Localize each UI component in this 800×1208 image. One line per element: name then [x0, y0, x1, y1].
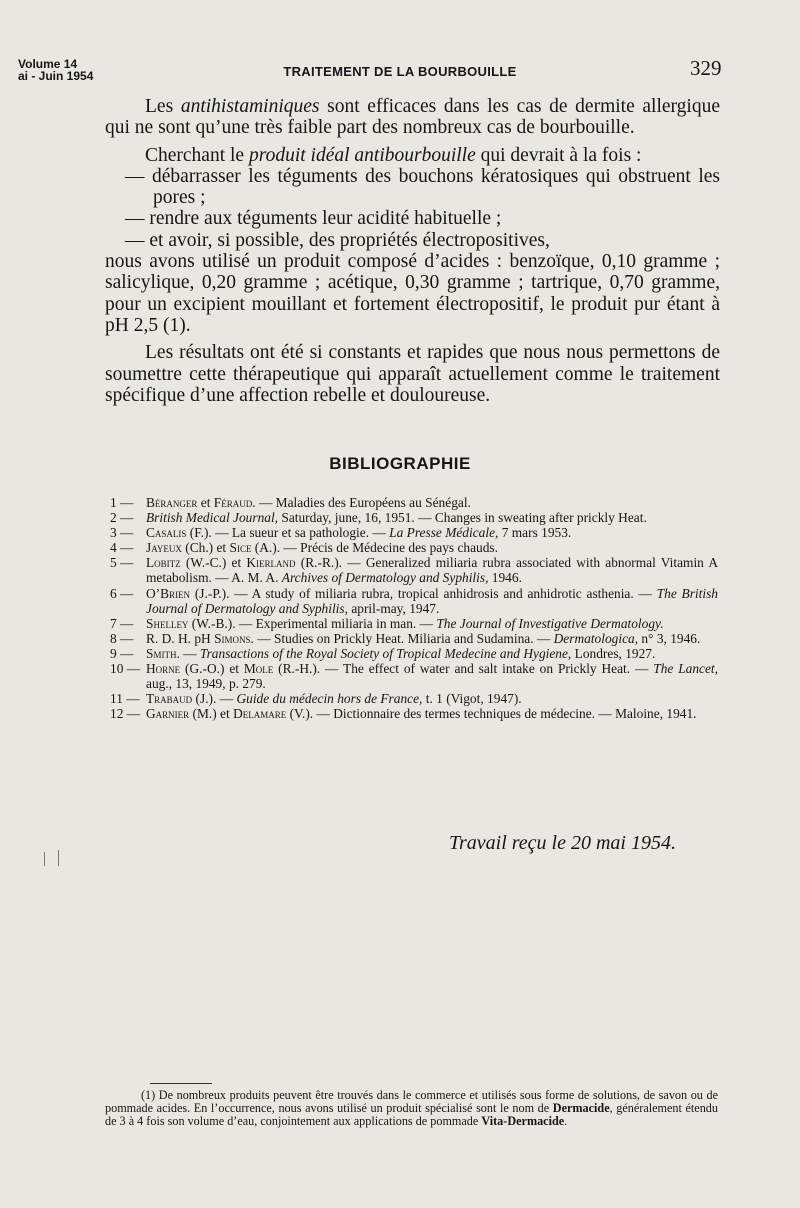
reference-10: 10 — Horne (G.-O.) et Mole (R.-H.). — The effect of water and salt intake on Prickly Heat. — The Lancet, aug., 13, 1949, p. 279. [110, 661, 718, 692]
footnote: (1) De nombreux produits peuvent être trouvés dans le commerce et utilisés sous forme de solutions, de savon ou de pommade acides. En l’occurrence, nous avons utilisé un produit spécialisé sont le nom de Dermacide, généralement étendu de 3 à 4 fois son volume d’eau, conjointement aux applications de pommade Vita-Dermacide. [105, 1088, 718, 1129]
footnote-rule [150, 1083, 212, 1084]
reference-12: 12 — Garnier (M.) et Delamare (V.). — Dictionnaire des termes techniques de médecine. — Maloine, 1941. [110, 706, 697, 722]
list-item: — et avoir, si possible, des propriétés électropositives, [125, 229, 550, 251]
paragraph-3: nous avons utilisé un produit composé d’acides : benzoïque, 0,10 gramme ; salicylique, 0,20 gramme ; acétique, 0,30 gramme ; tartrique, 0,70 gramme, pour un excipient mouillant et fortement électropositif, le produit pur étant à pH 2,5 (1). [105, 251, 720, 336]
reference-1: 1 — Béranger et Féraud. — Maladies des Européens au Sénégal. [110, 495, 471, 510]
reference-8: 8 — R. D. H. pH Simons. — Studies on Prickly Heat. Miliaria and Sudamina. — Dermatologica, n° 3, 1946. [110, 630, 701, 646]
reference-6: 6 — O’Brien (J.-P.). — A study of miliaria rubra, tropical anhidrosis and anhidrotic asthenia. — The British Journal of Dermatology and Syphilis, april-may, 1947. [110, 585, 718, 616]
volume-number: Volume 14 [18, 57, 78, 71]
running-title: TRAITEMENT DE LA BOURBOUILLE [283, 64, 517, 79]
reference-7: 7 — Shelley (W.-B.). — Experimental miliaria in man. — The Journal of Investigative Dermatology. [110, 615, 664, 631]
bibliography-list [110, 495, 718, 721]
reference-5: 5 — Lobitz (W.-C.) et Kierland (R.-R.). — Generalized miliaria rubra associated with abnormal Vitamin A metabolism. — A. M. A. Archives of Dermatology and Syphilis, 1946. [110, 555, 718, 586]
page-number: 329 [690, 56, 722, 80]
margin-mark [44, 852, 45, 866]
reference-4: 4 — Jayeux (Ch.) et Sice (A.). — Précis de Médecine des pays chauds. [110, 540, 498, 556]
list-item: — débarrasser les téguments des bouchons kératosiques qui obstruent les pores ; [125, 165, 720, 209]
reference-3: 3 — Casalis (F.). — La sueur et sa pathologie. — La Presse Médicale, 7 mars 1953. [110, 525, 572, 541]
paragraph-4: Les résultats ont été si constants et rapides que nous nous permettons de soumettre cette thérapeutique qui apparaît actuellement comme le traitement spécifique d’une affection rebelle et douloureuse. [105, 342, 720, 406]
article-body [105, 96, 720, 406]
reference-11: 11 — Trabaud (J.). — Guide du médecin hors de France, t. 1 (Vigot, 1947). [110, 691, 522, 707]
reference-2: 2 — British Medical Journal, Saturday, june, 16, 1951. — Changes in sweating after prickly Heat. [110, 510, 647, 526]
margin-mark [58, 850, 59, 866]
received-date: Travail reçu le 20 mai 1954. [448, 832, 676, 854]
list-item: — rendre aux téguments leur acidité habituelle ; [125, 208, 502, 230]
paragraph-1: Les antihistaminiques sont efficaces dans les cas de dermite allergique qui ne sont qu’une très faible part des nombreux cas de bourbouille. [105, 96, 720, 139]
reference-9: 9 — Smith. — Transactions of the Royal Society of Tropical Medecine and Hygiene, Londres, 1927. [110, 645, 656, 661]
paragraph-2: Cherchant le produit idéal antibourbouille qui devrait à la fois : [145, 144, 642, 166]
bibliography-heading: BIBLIOGRAPHIE [329, 454, 471, 473]
issue-date: ai - Juin 1954 [18, 69, 94, 83]
